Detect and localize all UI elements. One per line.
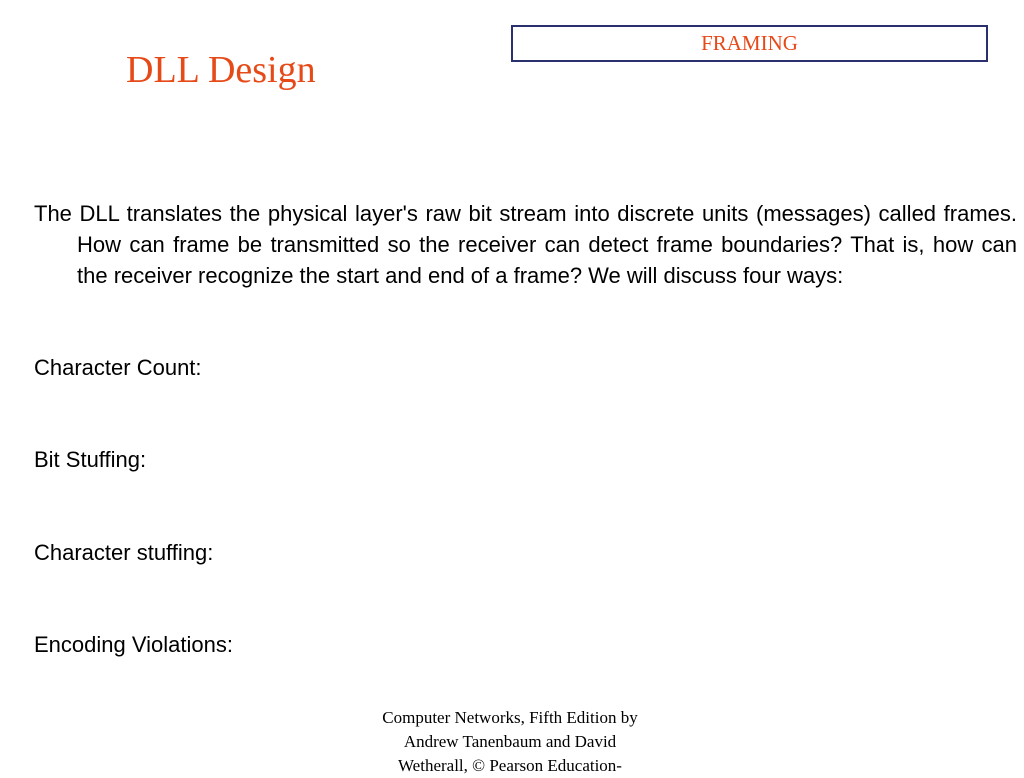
slide-title: DLL Design <box>126 49 316 91</box>
footer-line-1: Computer Networks, Fifth Edition by <box>382 708 638 727</box>
method-encoding-violations: Encoding Violations: <box>34 632 233 657</box>
method-character-stuffing: Character stuffing: <box>34 540 214 565</box>
intro-paragraph: The DLL translates the physical layer's raw bit stream into discrete units (messages) called frames. How can frame be transmitted so the receiver can detect frame boundaries? That is, how can the receiver recognize the start and end of a frame? We will discuss four ways: <box>34 201 1017 288</box>
section-tag-framing: FRAMING <box>511 25 988 62</box>
footer-citation <box>340 706 680 778</box>
footer-line-3: Wetherall, © Pearson Education- <box>398 756 622 775</box>
footer-line-2: Andrew Tanenbaum and David <box>403 732 617 751</box>
method-bit-stuffing: Bit Stuffing: <box>34 447 147 472</box>
method-character-count: Character Count: <box>34 355 202 380</box>
